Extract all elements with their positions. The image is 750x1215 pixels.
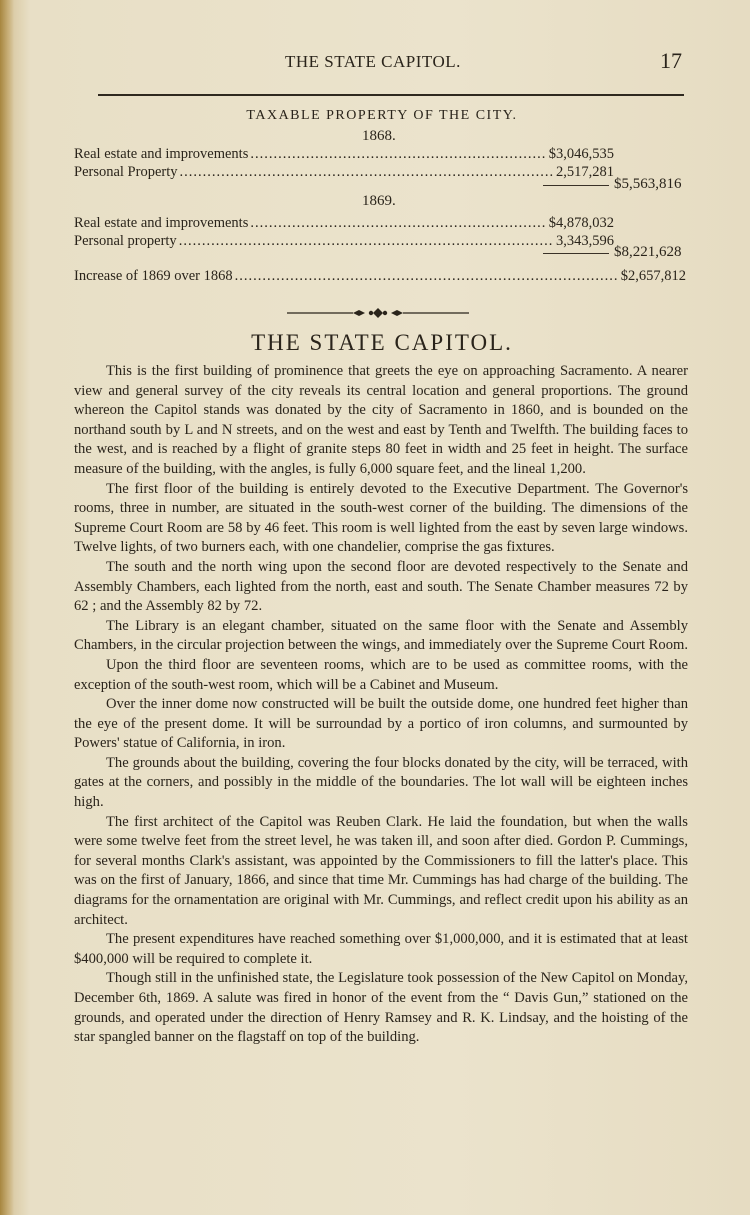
header-rule — [98, 94, 684, 96]
total-1869: $8,221,628 — [614, 244, 682, 260]
row-label: Personal property — [74, 233, 177, 249]
leader-dots — [235, 268, 619, 285]
sum-rule — [543, 253, 609, 254]
row-value: $2,657,812 — [620, 268, 686, 284]
year-1869: 1869. — [362, 193, 396, 209]
paragraph: Upon the third floor are seventeen rooms, which are to be used as committee rooms, with the exception of the south-west room, which will be a Cabinet and Museum. — [74, 656, 688, 693]
paragraph: The Library is an elegant chamber, situated on the same floor with the Senate and Assembly Chambers, in the circular projection between the wings, and immediately over the Supreme Court Room. — [74, 617, 688, 654]
table-row — [74, 215, 614, 232]
page-number: 17 — [660, 48, 682, 73]
row-value: $3,046,535 — [548, 146, 614, 162]
row-label: Personal Property — [74, 164, 178, 180]
row-label: Real estate and improvements — [74, 215, 249, 231]
table-title: TAXABLE PROPERTY OF THE CITY. — [246, 108, 518, 123]
paragraph: The first architect of the Capitol was Reuben Clark. He laid the foundation, but when the walls were some twelve feet from the street level, he was taken ill, and soon after died. Gordon P. Cummings, for several months Clark's assistant, was appointed by the Commissioners to fill the latter's place. This was on the first of January, 1866, and since that time Mr. Cummings has had charge of the building. The diagrams for the ornamentation are original with Mr. Cummings, and reflect credit upon his ability as an architect. — [74, 813, 688, 928]
total-1868: $5,563,816 — [614, 176, 682, 192]
paragraph: The present expenditures have reached something over $1,000,000, and it is estimated that at least $400,000 will be required to complete it. — [74, 931, 688, 967]
paragraph: The first floor of the building is entirely devoted to the Executive Department. The Governor's rooms, three in number, are situated in the south-west corner of the building. The dimensions of the Supreme Court Room are 58 by 46 feet. This room is well lighted from the east by seven large windows. Twelve lights, of two burners each, with one chandelier, comprise the gas fixtures. — [74, 480, 688, 556]
paragraph: The south and the north wing upon the second floor are devoted respectively to the Senate and Assembly Chambers, each lighted from the north, east and south. The Senate Chamber measures 72 by 62 ; and the Assembly 82 by 72. — [74, 558, 688, 615]
table-row — [74, 268, 686, 285]
table-row — [74, 146, 614, 163]
paragraph: Over the inner dome now constructed will be built the outside dome, one hundred feet higher than the eye of the present dome. It will be surroundad by a portico of iron columns, and surmounted by Powers' statue of California, in iron. — [74, 696, 688, 752]
article-body — [74, 362, 688, 1048]
article-title: THE STATE CAPITOL. — [251, 330, 513, 355]
table-row — [74, 233, 614, 250]
ornament-divider — [287, 308, 469, 318]
row-value: $4,878,032 — [548, 215, 614, 231]
paragraph: Though still in the unfinished state, the Legislature took possession of the New Capitol on Monday, December 6th, 1869. A salute was fired in honor of the event from the “ Davis Gun,” stationed on the grounds, and operated under the direction of Henry Ramsey and R. K. Lindsay, and the hoisting of the star spangled banner on the flagstaff on top of the building. — [74, 970, 688, 1046]
row-value: 3,343,596 — [556, 233, 614, 249]
row-label: Real estate and improvements — [74, 146, 249, 162]
paragraph: The grounds about the building, covering the four blocks donated by the city, will be terraced, with gates at the corners, and possibly in the middle of the boundaries. The lot wall will be eighteen inches high. — [74, 754, 688, 811]
year-1868: 1868. — [362, 128, 396, 144]
sum-rule — [543, 185, 609, 186]
running-head: THE STATE CAPITOL. — [285, 52, 461, 71]
row-label: Increase of 1869 over 1868 — [74, 268, 233, 284]
table-row — [74, 164, 614, 181]
leader-dots — [250, 146, 546, 163]
leader-dots — [250, 215, 546, 232]
row-value: 2,517,281 — [556, 164, 614, 180]
book-binding-edge — [0, 0, 14, 1215]
paragraph: This is the first building of prominence that greets the eye on approaching Sacramento. A nearer view and general survey of the city reveals its central location and general proportions. The ground whereon the Capitol stands was donated by the city of Sacramento in 1860, and is bounded on the northand south by L and N streets, and on the west and east by Tenth and Twelfth. The building faces to the west, and is reached by a flight of granite steps 80 feet in width and 25 feet in height. The surface measure of the building, with the angles, is fully 6,000 square feet, and the lineal 1,200. — [74, 363, 688, 477]
leader-dots — [179, 233, 554, 250]
leader-dots — [180, 164, 555, 181]
